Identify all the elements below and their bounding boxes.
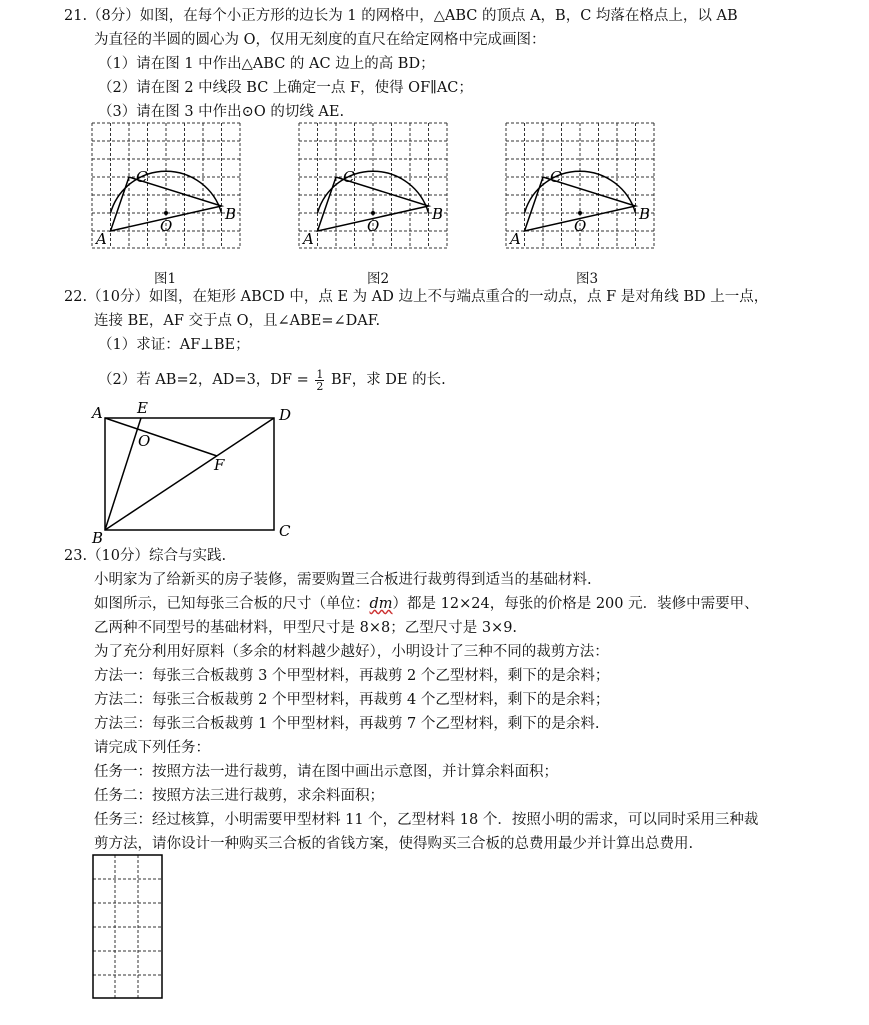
method-two: 方法二：每张三合板裁剪 2 个甲型材料，再裁剪 4 个乙型材料，剩下的是余料； bbox=[94, 692, 610, 708]
label-b: B bbox=[225, 205, 237, 223]
q21-figure-2 bbox=[297, 122, 449, 250]
q23-line1: 小明家为了给新买的房子装修，需要购置三合板进行裁剪得到适当的基础材料. bbox=[94, 572, 592, 588]
label-e: E bbox=[137, 399, 148, 417]
label-o: O bbox=[160, 217, 173, 235]
q21-task1: （1）请在图 1 中作出△ABC 的 AC 边上的高 BD； bbox=[98, 56, 435, 72]
segment-af bbox=[105, 418, 217, 456]
q23-line2-pre: 如图所示，已知每张三合板的尺寸（单位： bbox=[94, 596, 370, 612]
q23-line2-post: ）都是 12×24，每张的价格是 200 元．装修中需要甲、 bbox=[392, 596, 759, 612]
tasks-intro: 请完成下列任务： bbox=[94, 740, 210, 756]
unit-dm: dm bbox=[369, 596, 393, 612]
method-one: 方法一：每张三合板裁剪 3 个甲型材料，再裁剪 2 个乙型材料，剩下的是余料； bbox=[94, 668, 610, 684]
label-b: B bbox=[432, 205, 444, 223]
center-point bbox=[164, 211, 168, 215]
q22-task2-post: BF，求 DE 的长. bbox=[330, 372, 446, 388]
q21-figure-3 bbox=[504, 122, 656, 250]
task-three-line2: 剪方法，请你设计一种购买三合板的省钱方案，使得购买三合板的总费用最少并计算出总费用. bbox=[94, 836, 694, 852]
q23-line3: 乙两种不同型号的基础材料，甲型尺寸是 8×8；乙型尺寸是 3×9. bbox=[94, 620, 518, 636]
fraction-denominator: 2 bbox=[316, 379, 324, 393]
fraction-numerator: 1 bbox=[316, 367, 324, 381]
label-o: O bbox=[138, 432, 151, 450]
q22-rectangle-figure bbox=[86, 398, 298, 546]
task-one: 任务一：按照方法一进行裁剪，请在图中画出示意图，并计算余料面积； bbox=[94, 764, 558, 780]
label-c: C bbox=[279, 522, 291, 540]
plywood-board-grid bbox=[90, 852, 166, 1002]
q23-line2 bbox=[94, 594, 759, 614]
label-o: O bbox=[574, 217, 587, 235]
task-three-line1: 任务三：经过核算，小明需要甲型材料 11 个，乙型材料 18 个．按照小明的需求，可以同时采用三种裁 bbox=[94, 812, 759, 828]
q22-heading: 22.（10分）如图，在矩形 ABCD 中，点 E 为 AD 边上不与端点重合的一动点，点 F 是对角线 BD 上一点， bbox=[64, 289, 769, 305]
center-point bbox=[578, 211, 582, 215]
q21-line2: 为直径的半圆的圆心为 O，仅用无刻度的直尺在给定网格中完成画图： bbox=[94, 32, 546, 48]
label-c: C bbox=[136, 168, 148, 186]
fig2-caption: 图2 bbox=[367, 271, 390, 287]
diagonal-bd bbox=[105, 418, 274, 530]
q22-task2 bbox=[98, 368, 446, 392]
q21-task3: （3）请在图 3 中作出⊙O 的切线 AE. bbox=[98, 104, 345, 120]
fraction-half bbox=[315, 369, 324, 392]
method-three: 方法三：每张三合板裁剪 1 个甲型材料，再裁剪 7 个乙型材料，剩下的是余料. bbox=[94, 716, 600, 732]
label-c: C bbox=[343, 168, 355, 186]
label-b: B bbox=[92, 529, 104, 546]
label-a: A bbox=[92, 404, 103, 422]
segment-be bbox=[105, 418, 141, 530]
label-o: O bbox=[367, 217, 380, 235]
label-a: A bbox=[510, 230, 521, 248]
q22-task2-pre: （2）若 AB=2，AD=3，DF = bbox=[98, 372, 309, 388]
label-a: A bbox=[96, 230, 107, 248]
q21-task2: （2）请在图 2 中线段 BC 上确定一点 F，使得 OF∥AC； bbox=[98, 80, 473, 96]
center-point bbox=[371, 211, 375, 215]
fig3-caption: 图3 bbox=[576, 271, 599, 287]
q21-figure-1 bbox=[90, 122, 242, 250]
label-d: D bbox=[279, 406, 292, 424]
label-f: F bbox=[214, 456, 225, 474]
q23-heading: 23.（10分）综合与实践. bbox=[64, 548, 227, 564]
q22-line2: 连接 BE，AF 交于点 O，且∠ABE=∠DAF. bbox=[94, 313, 381, 329]
fig1-caption: 图1 bbox=[154, 271, 177, 287]
label-a: A bbox=[303, 230, 314, 248]
q22-task1: （1）求证：AF⊥BE； bbox=[98, 337, 250, 353]
q21-heading: 21.（8分）如图，在每个小正方形的边长为 1 的网格中，△ABC 的顶点 A，B，C 均落在格点上，以 AB bbox=[64, 8, 738, 24]
q23-line4: 为了充分利用好原料（多余的材料越少越好），小明设计了三种不同的裁剪方法： bbox=[94, 644, 609, 660]
task-two: 任务二：按照方法三进行裁剪，求余料面积； bbox=[94, 788, 384, 804]
label-c: C bbox=[550, 168, 562, 186]
label-b: B bbox=[639, 205, 651, 223]
